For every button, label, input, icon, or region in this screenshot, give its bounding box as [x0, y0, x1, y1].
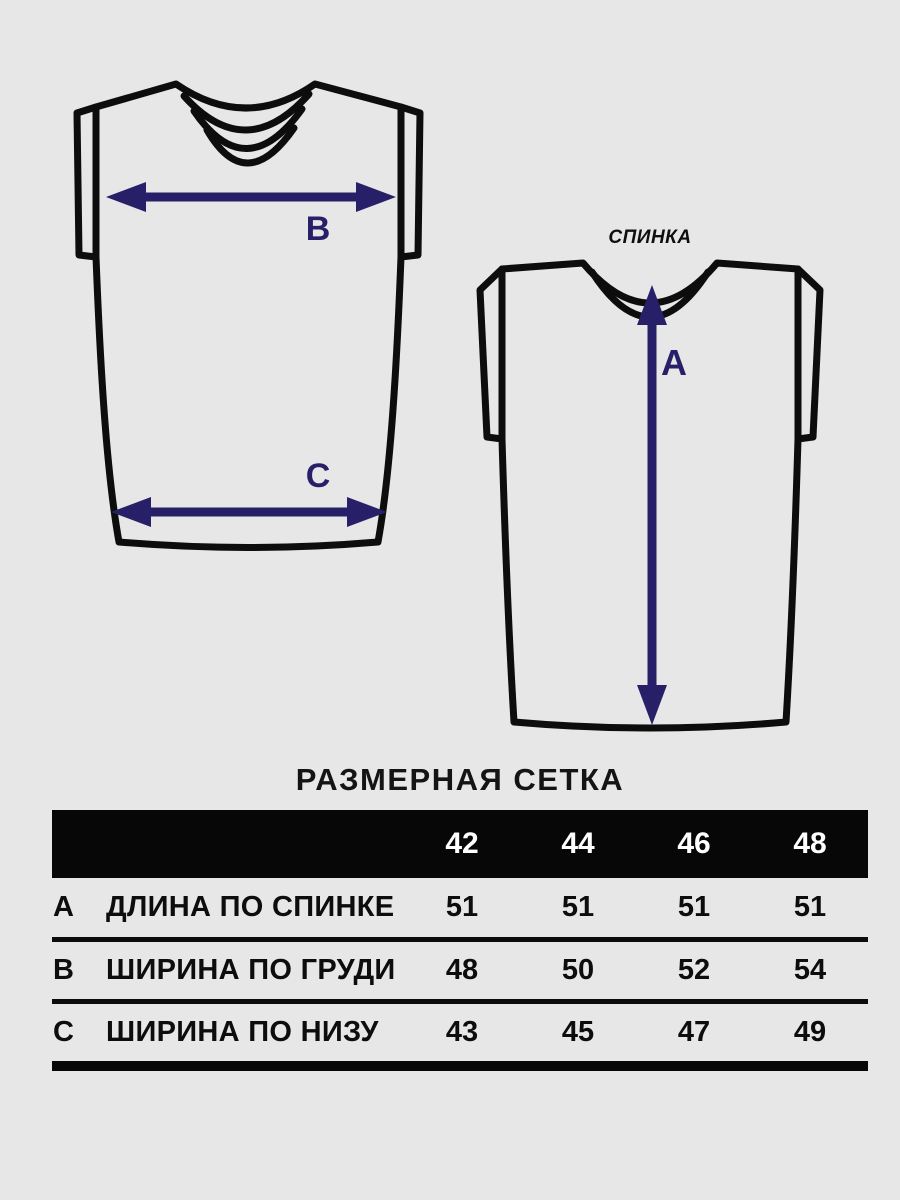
size-column-48: 48 — [793, 827, 827, 860]
back-view-label: СПИНКА — [608, 227, 692, 248]
row-b-value-48: 54 — [793, 954, 827, 986]
size-chart-title: РАЗМЕРНАЯ СЕТКА — [295, 762, 625, 797]
row-a-value-42: 51 — [445, 891, 479, 923]
row-c-value-48: 49 — [793, 1016, 827, 1048]
measure-label-a: A — [661, 342, 687, 383]
row-b-label: ШИРИНА ПО ГРУДИ — [106, 954, 396, 986]
row-c-letter: С — [53, 1016, 74, 1048]
row-c-value-46: 47 — [677, 1016, 711, 1048]
row-b-value-44: 50 — [561, 954, 595, 986]
row-b-value-46: 52 — [677, 954, 711, 986]
size-table-header — [52, 810, 868, 878]
table-row-a — [52, 878, 868, 942]
row-a-value-46: 51 — [677, 891, 711, 923]
size-column-42: 42 — [445, 827, 479, 860]
row-c-value-42: 43 — [445, 1016, 479, 1048]
row-b-value-42: 48 — [445, 954, 479, 986]
size-table — [52, 810, 868, 1071]
row-a-label: ДЛИНА ПО СПИНКЕ — [106, 891, 395, 923]
row-a-letter: А — [53, 891, 74, 923]
row-a-value-44: 51 — [561, 891, 595, 923]
row-c-value-44: 45 — [561, 1016, 595, 1048]
size-column-44: 44 — [561, 827, 595, 860]
front-body-outline — [77, 84, 420, 548]
table-row-b — [52, 942, 868, 1004]
measure-label-c: C — [305, 457, 331, 495]
row-a-value-48: 51 — [793, 891, 827, 923]
front-view-drawing — [77, 84, 420, 548]
row-c-label: ШИРИНА ПО НИЗУ — [106, 1016, 379, 1048]
size-column-46: 46 — [677, 827, 711, 860]
row-b-letter: В — [53, 954, 74, 986]
measure-label-b: B — [305, 210, 331, 248]
table-row-c — [52, 1004, 868, 1061]
